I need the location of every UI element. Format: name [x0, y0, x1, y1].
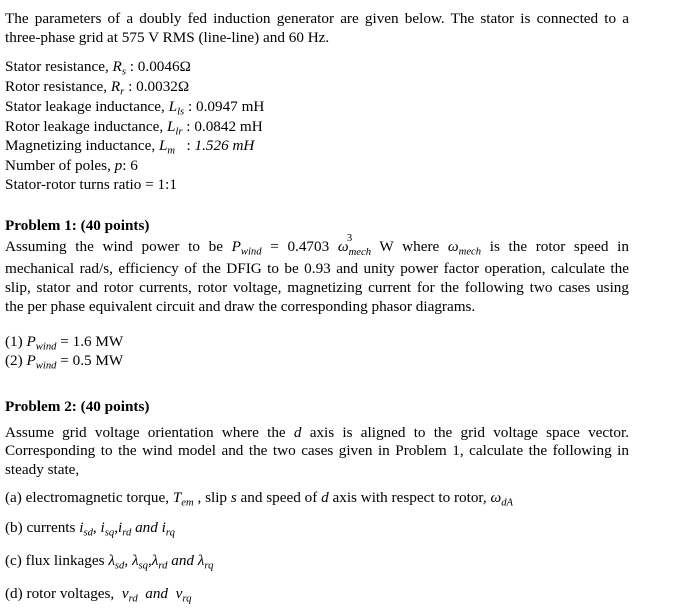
param-separator: :: [184, 98, 196, 115]
param-number-of-poles: [5, 157, 138, 175]
text-fragment: Assume grid voltage orientation where the: [5, 424, 294, 441]
problem-2-line-2: Corresponding to the wind model and the two cases given in Problem 1, calculate the following in: [5, 442, 629, 459]
omega-subscript: mech: [458, 246, 482, 258]
and-text: and: [131, 519, 162, 536]
param-symbol: R: [112, 58, 122, 75]
param-subscript: lr: [175, 126, 183, 138]
problem-1-line-1: [5, 233, 629, 258]
case-number: (1): [5, 333, 27, 350]
current-symbol: i: [100, 519, 105, 536]
param-symbol: R: [110, 78, 121, 95]
lambda-subscript: sq: [138, 560, 148, 572]
power-subscript: wind: [240, 246, 262, 258]
param-value: 1:1: [157, 176, 177, 193]
d-axis-symbol: d: [321, 489, 329, 506]
param-magnetizing-inductance: [5, 137, 254, 155]
omega-mech-cubed: ω 3 $_{mech}$: [337, 233, 372, 258]
voltage-subscript: rd: [128, 593, 138, 605]
current-subscript: rq: [165, 527, 175, 539]
omega-symbol: ω: [490, 489, 502, 506]
problem-1-line-2: mechanical rad/s, efficiency of the DFIG to be 0.93 and unity power factor operation, calculate the: [5, 260, 629, 277]
lambda-subscript: rq: [204, 560, 214, 572]
omega-symbol: ω: [337, 238, 349, 255]
and-text: and: [167, 552, 198, 569]
param-value: 0.0842 mH: [194, 118, 263, 135]
text-fragment: is the rotor speed in: [481, 238, 629, 255]
intro-line-1: The parameters of a doubly fed induction generator are given below. The stator is connected to a: [5, 10, 629, 27]
lambda-symbol: λ: [151, 552, 159, 569]
problem-2-line-1: [5, 424, 629, 442]
and-text: and: [137, 585, 176, 602]
param-subscript: s: [121, 66, 126, 78]
param-symbol: p: [114, 157, 123, 174]
case-value: = 0.5 MW: [56, 352, 124, 369]
problem-1-heading: Problem 1: (40 points): [5, 217, 150, 234]
current-symbol: i: [117, 519, 123, 536]
item-label: (c) flux linkages: [5, 552, 109, 569]
param-label: Magnetizing inductance,: [5, 137, 159, 154]
param-label: Stator leakage inductance,: [5, 98, 169, 115]
torque-subscript: em: [181, 497, 194, 509]
omega-subscript: mech: [348, 246, 372, 258]
d-axis-symbol: d: [293, 424, 302, 441]
problem-2-line-3: steady state,: [5, 461, 80, 478]
problem-1-line-3: slip, stator and rotor currents, rotor voltage, magnetizing current for the following two cases using: [5, 279, 629, 296]
param-subscript: m: [167, 145, 176, 157]
power-symbol: P: [26, 352, 36, 369]
voltage-subscript: rq: [182, 593, 192, 605]
case-value: = 1.6 MW: [56, 333, 124, 350]
text-fragment: = 0.4703: [261, 238, 338, 255]
current-symbol: i: [161, 519, 166, 536]
param-symbol: L: [158, 137, 168, 154]
param-value: 0.0947 mH: [196, 98, 265, 115]
power-symbol: P: [231, 238, 241, 255]
problem-2-item-c: (c) flux linkages $\lambda_{sd}$, $\lambda_{sq},\lambda_{rd}$ and $\lambda_{rq}$: [5, 552, 214, 572]
param-separator: :: [175, 137, 195, 154]
param-value: 1.526 mH: [194, 137, 255, 154]
power-subscript: wind: [35, 341, 57, 353]
text-fragment: and speed of: [236, 489, 322, 506]
text-fragment: Assuming the wind power to be: [5, 238, 232, 255]
omega-symbol: ω: [447, 238, 459, 255]
current-symbol: i: [79, 519, 84, 536]
text-fragment: W where: [371, 238, 448, 255]
problem-1-case-1: [5, 333, 123, 351]
param-subscript: ls: [177, 106, 185, 118]
param-label: Rotor leakage inductance,: [5, 118, 167, 135]
problem-1-line-4: the per phase equivalent circuit and draw the corresponding phasor diagrams.: [5, 298, 476, 315]
current-subscript: sd: [83, 527, 93, 539]
param-value: 6: [130, 157, 138, 174]
text-fragment: axis with respect to rotor,: [328, 489, 491, 506]
voltage-symbol: v: [175, 585, 183, 602]
param-value: 0.0032Ω: [136, 78, 190, 95]
item-label: (d) rotor voltages,: [5, 585, 122, 602]
param-label: Rotor resistance,: [5, 78, 111, 95]
param-label: Number of poles,: [5, 157, 115, 174]
param-turns-ratio: [5, 176, 177, 194]
lambda-subscript: rd: [158, 560, 168, 572]
item-label: (b) currents: [5, 519, 80, 536]
item-label: (a) electromagnetic torque,: [5, 489, 173, 506]
param-separator: :: [182, 118, 195, 135]
problem-2-item-d: [5, 585, 191, 603]
current-subscript: rd: [122, 527, 132, 539]
param-separator: :: [124, 78, 137, 95]
text-fragment: , slip: [193, 489, 231, 506]
current-subscript: sq: [104, 527, 115, 539]
case-number: (2): [5, 352, 27, 369]
param-rotor-leakage-inductance: [5, 118, 263, 136]
param-stator-resistance: [5, 58, 191, 76]
slip-symbol: s: [230, 489, 237, 506]
param-label: Stator resistance,: [5, 58, 113, 75]
intro-line-2: three-phase grid at 575 V RMS (line-line) and 60 Hz.: [5, 29, 330, 46]
param-label: Stator-rotor turns ratio =: [5, 176, 158, 193]
param-separator: :: [122, 157, 131, 174]
lambda-symbol: λ: [197, 552, 205, 569]
param-rotor-resistance: [5, 78, 189, 96]
torque-symbol: T: [172, 489, 182, 506]
param-separator: :: [125, 58, 138, 75]
problem-2-item-a: [5, 489, 513, 507]
lambda-symbol: λ: [131, 552, 139, 569]
lambda-subscript: sd: [114, 560, 125, 572]
param-subscript: r: [120, 86, 125, 98]
power-subscript: wind: [35, 360, 57, 372]
problem-2-heading: Problem 2: (40 points): [5, 398, 150, 415]
omega-subscript: dA: [501, 497, 514, 509]
text-fragment: axis is aligned to the grid voltage space vector.: [301, 424, 629, 441]
lambda-symbol: λ: [108, 552, 115, 569]
param-value: 0.0046Ω: [137, 58, 191, 75]
voltage-symbol: v: [121, 585, 129, 602]
problem-1-case-2: [5, 352, 123, 370]
param-symbol: L: [168, 98, 178, 115]
power-symbol: P: [26, 333, 36, 350]
problem-2-item-b: (b) currents $i_{sd}$, $i_{sq},i_{rd}$ and $i_{rq}$: [5, 519, 175, 539]
param-stator-leakage-inductance: [5, 98, 264, 116]
param-symbol: L: [166, 118, 176, 135]
